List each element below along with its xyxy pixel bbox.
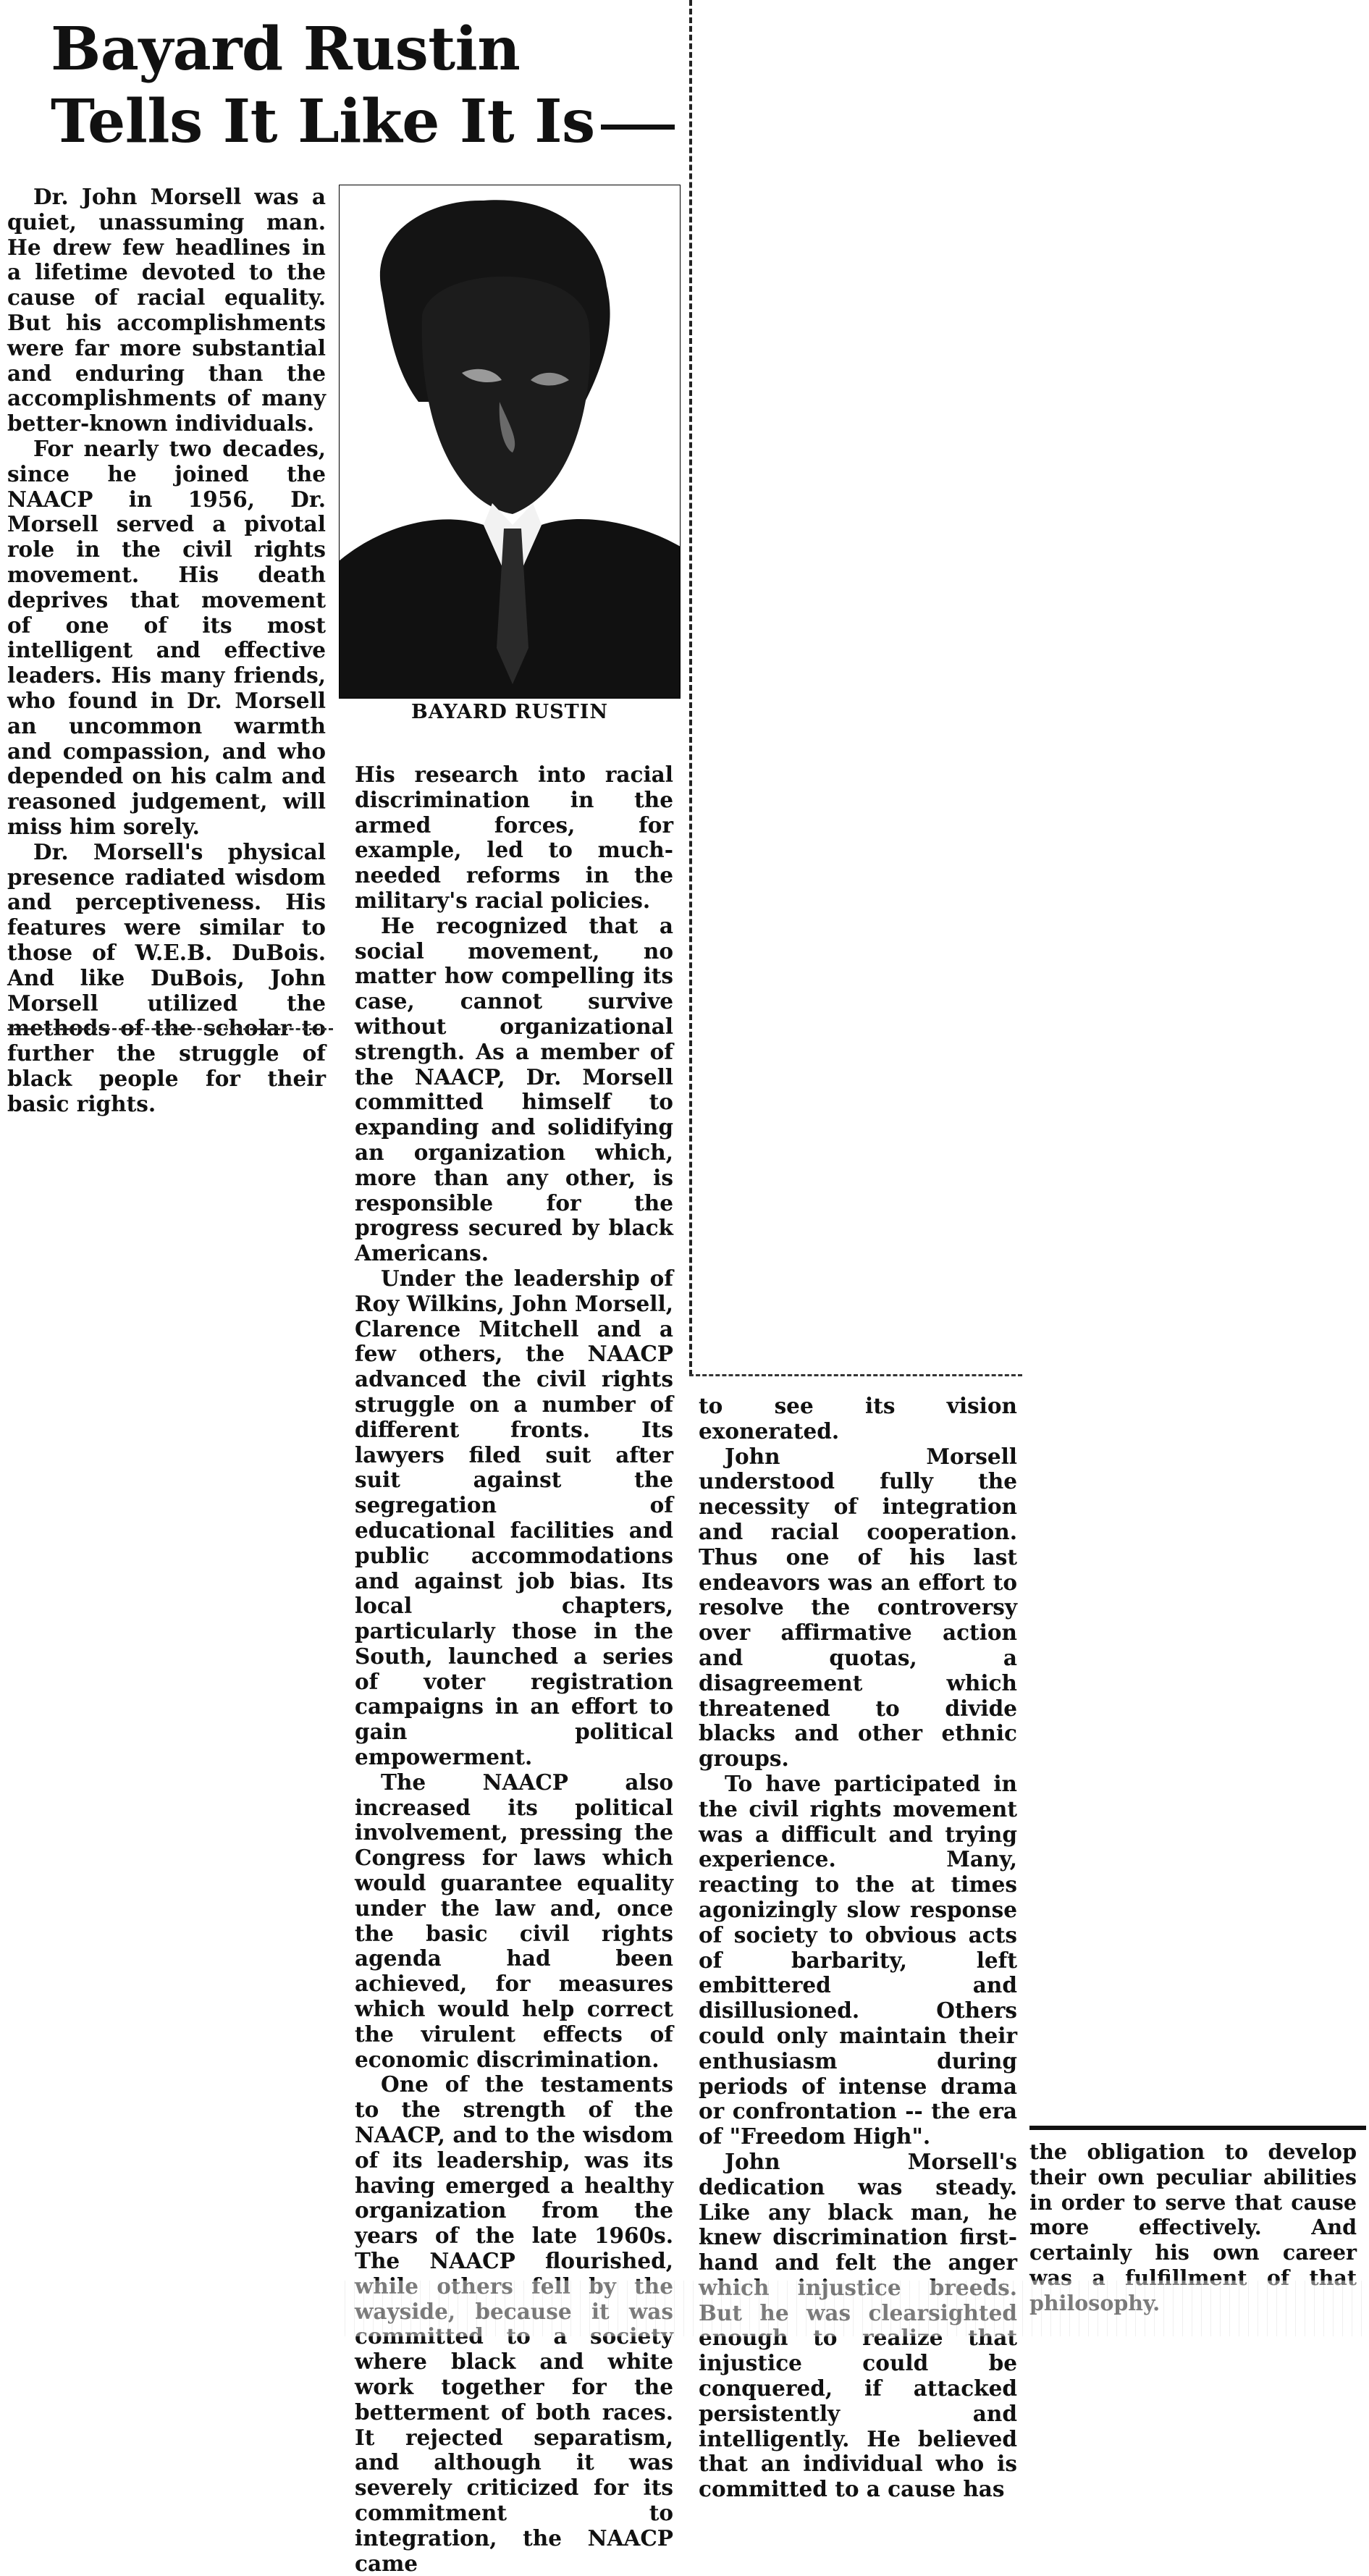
paragraph: One of the testaments to the strength of the NAACP, and to the wisdom of its leadership, was its having emerged a healthy organization from the years of the late 1960s. The NAACP flourished, while others fell by the wayside, because it was committed to a society where black and white work together for the betterment of both races. It rejected separatism, and although it was severely criticized for its commitment to integration, the NAACP came — [355, 2071, 673, 2576]
paragraph: to see its vision exonerated. — [699, 1393, 1017, 1444]
column-divider — [689, 0, 692, 1376]
print-grain — [340, 2281, 1369, 2336]
paragraph: To have participated in the civil rights movement was a difficult and trying experience. Many, reacting to the at times agonizingly slow response of society to obvious acts of barbarity, left embittered and disillusioned. Others could only maintain their enthusiasm during periods of intense drama or confrontation -- the era of "Freedom High". — [699, 1770, 1017, 2150]
column-end-rule — [689, 1374, 1022, 1376]
paragraph: John Morsell's dedication was steady. Like any black man, he knew discrimination first-hand and felt the anger which injustice breeds. But he was clearsighted enough to realize that injustice could be conquered, if attacked persistently and intelligently. He believed that an individual who is committed to a cause has — [699, 2148, 1017, 2502]
paragraph: He recognized that a social movement, no matter how compelling its case, cannot survive without organizational strength. As a member of the NAACP, Dr. Morsell committed himself to expanding and solidifying an organization which, more than any other, is responsible for the progress secured by black Americans. — [355, 912, 673, 1266]
paragraph: John Morsell understood fully the necessity of integration and racial cooperation. Thus one of his last endeavors was an effort to resolve the controversy over affirmative action and quotas, a disagreement which threatened to divide blacks and other ethnic groups. — [699, 1443, 1017, 1772]
headline — [51, 13, 595, 158]
paragraph: Dr. Morsell's physical presence radiated wisdom and perceptiveness. His features were similar to those of W.E.B. DuBois. And like DuBois, John Morsell utilized the methods of the scholar to further the struggle of black people for their basic rights. — [7, 838, 326, 1116]
headline-dash — [601, 125, 675, 130]
headline-line-1: Bayard Rustin — [51, 14, 521, 84]
bayard-rustin-photo — [339, 185, 681, 699]
headline-line-2: Tells It Like It Is — [51, 87, 595, 156]
paragraph: The NAACP also increased its political involvement, pressing the Congress for laws which would guarantee equality under the law and, once the basic civil rights agenda had been achieved, for measures which would help correct the virulent effects of economic discrimination. — [355, 1769, 673, 2072]
paragraph: Under the leadership of Roy Wilkins, John Morsell, Clarence Mitchell and a few others, the NAACP advanced the civil rights struggle on a number of different fronts. Its lawyers filed suit after suit against the segregation of educational facilities and public accommodations and against job bias. Its local chapters, particularly those in the South, launched a series of voter registration campaigns in an effort to gain political empowerment. — [355, 1265, 673, 1770]
article-column-1 — [7, 185, 326, 1116]
paragraph: Dr. John Morsell was a quiet, unassuming man. He drew few headlines in a lifetime devoted to the cause of racial equality. But his accomplishments were far more substantial and enduring than the accomplishments of many better-known individuals. — [7, 184, 326, 437]
column-top-rule — [1029, 2126, 1366, 2130]
paragraph: the obligation to develop their own peculiar abilities in order to serve that cause more effectively. And certainly his own career was a fulfillment of that philosophy. — [1029, 2139, 1357, 2315]
paragraph: His research into racial discrimination in the armed forces, for example, led to much-needed reforms in the military's racial policies. — [355, 762, 673, 913]
column-end-rule — [7, 1028, 333, 1030]
paragraph: For nearly two decades, since he joined the NAACP in 1956, Dr. Morsell served a pivotal role in the civil rights movement. His death deprives that movement of one of its most intelligent and effective leaders. His many friends, who found in Dr. Morsell an uncommon warmth and compassion, and who depended on his calm and reasoned judgement, will miss him sorely. — [7, 435, 326, 839]
photo-caption: BAYARD RUSTIN — [410, 701, 609, 723]
